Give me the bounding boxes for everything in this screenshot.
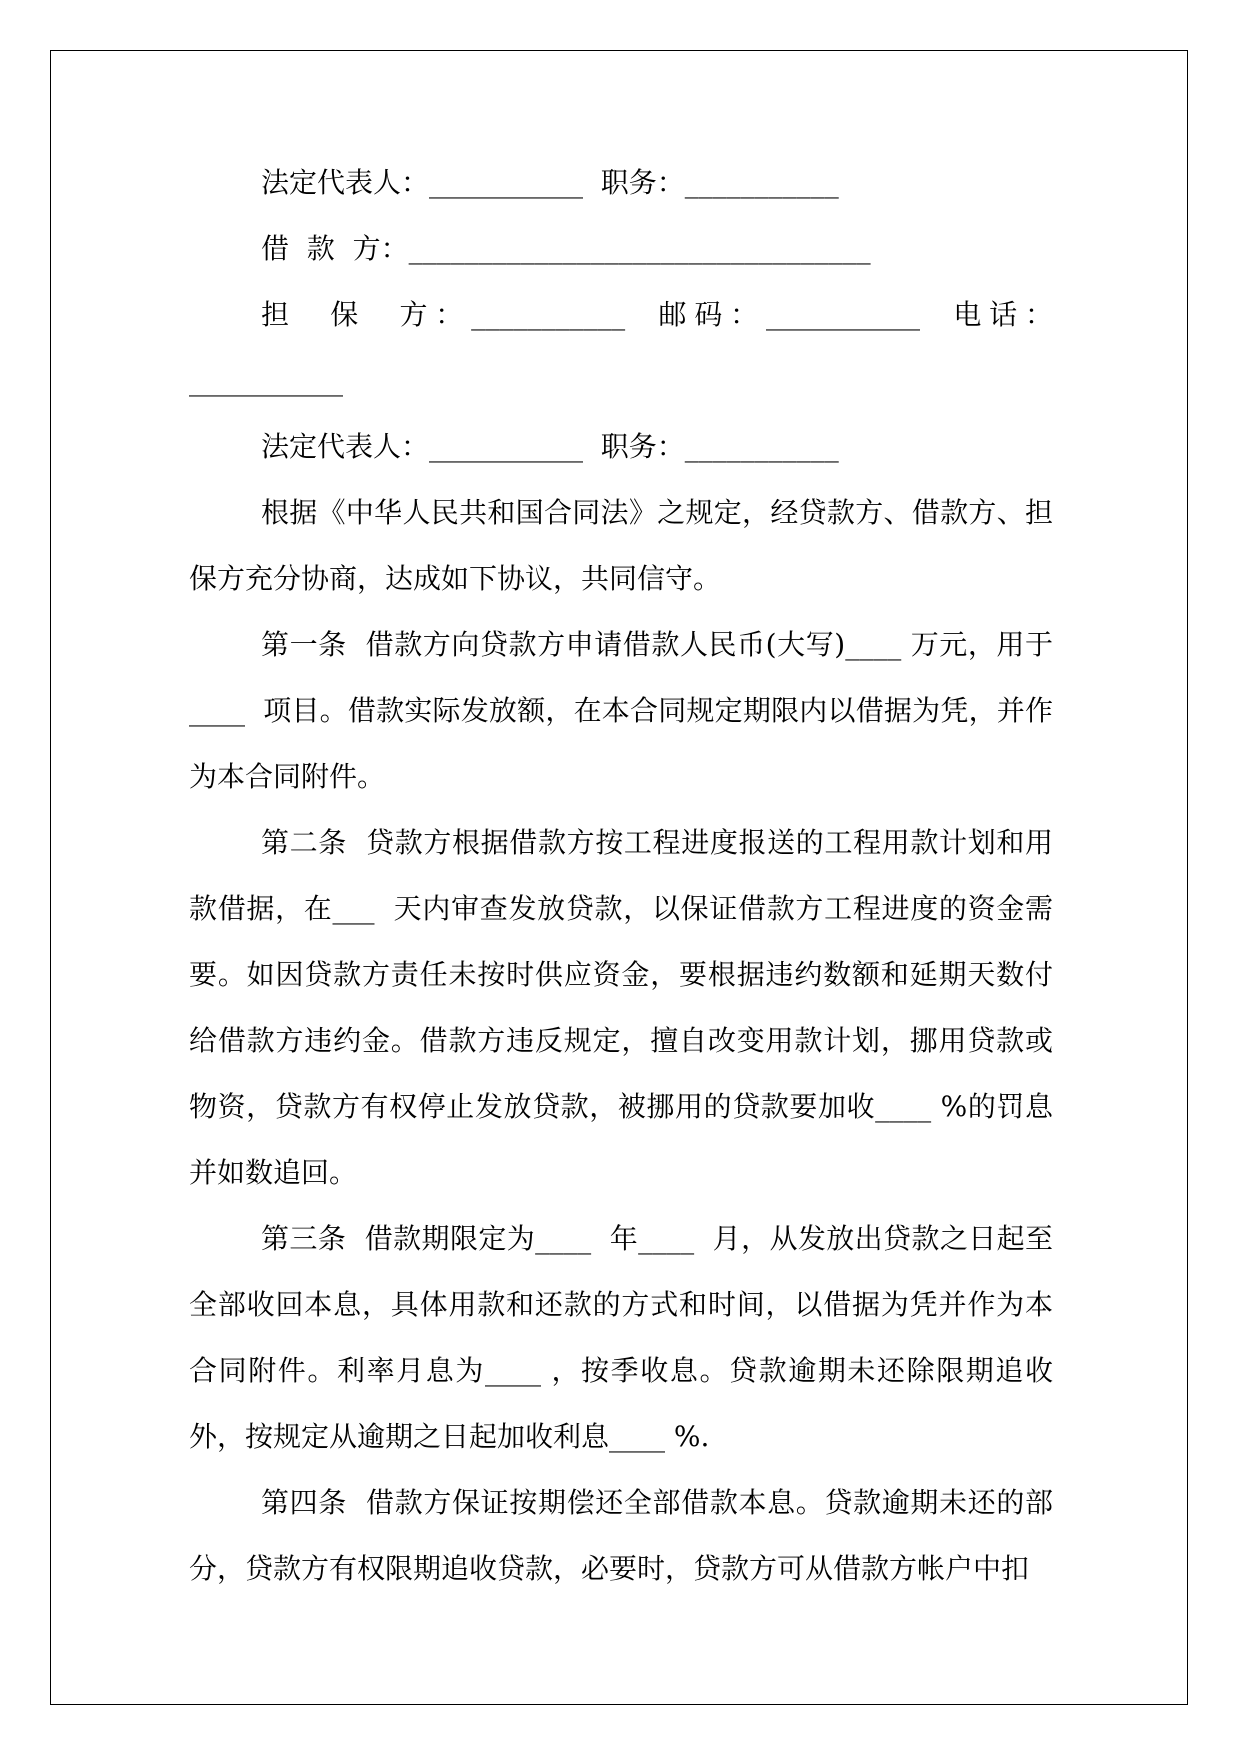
preamble-paragraph: 根据《中华人民共和国合同法》之规定，经贷款方、借款方、担保方充分协商，达成如下协议，共同信守。 [189,496,1053,595]
lender-representative-line: 法定代表人：___________ 职务：___________ [261,166,839,199]
article-2: 第二条 贷款方根据借款方按工程进度报送的工程用款计划和用款借据，在___ 天内审查发放贷款，以保证借款方工程进度的资金需要。如因贷款方责任未按时供应资金，要根据违约数额和延期天数付给借款方违约金。借款方违反规定，擅自改变用款计划，挪用贷款或物资，贷款方有权停止发放贷款，被挪用的贷款要加收____ %的罚息并如数追回。 [189,826,1053,1189]
guarantor-representative-line: 法定代表人：___________ 职务：___________ [261,430,839,463]
article-4: 第四条 借款方保证按期偿还全部借款本息。贷款逾期未还的部分，贷款方有权限期追收贷款，必要时，贷款方可从借款方帐户中扣 [189,1486,1053,1585]
document-body [189,150,1062,1602]
article-1: 第一条 借款方向贷款方申请借款人民币(大写)____ 万元，用于 ____ 项目。借款实际发放额，在本合同规定期限内以借据为凭，并作为本合同附件。 [189,628,1062,793]
guarantor-line: 担 保 方：___________ 邮码：___________ 电话：___________ [189,298,1053,397]
borrower-line: 借 款 方：_________________________________ [261,232,871,265]
article-3: 第三条 借款期限定为____ 年____ 月，从发放出贷款之日起至全部收回本息，具体用款和还款的方式和时间，以借据为凭并作为本合同附件。利率月息为____ ，按季收息。贷款逾期未还除限期追收外，按规定从逾期之日起加收利息____ %. [189,1222,1053,1453]
